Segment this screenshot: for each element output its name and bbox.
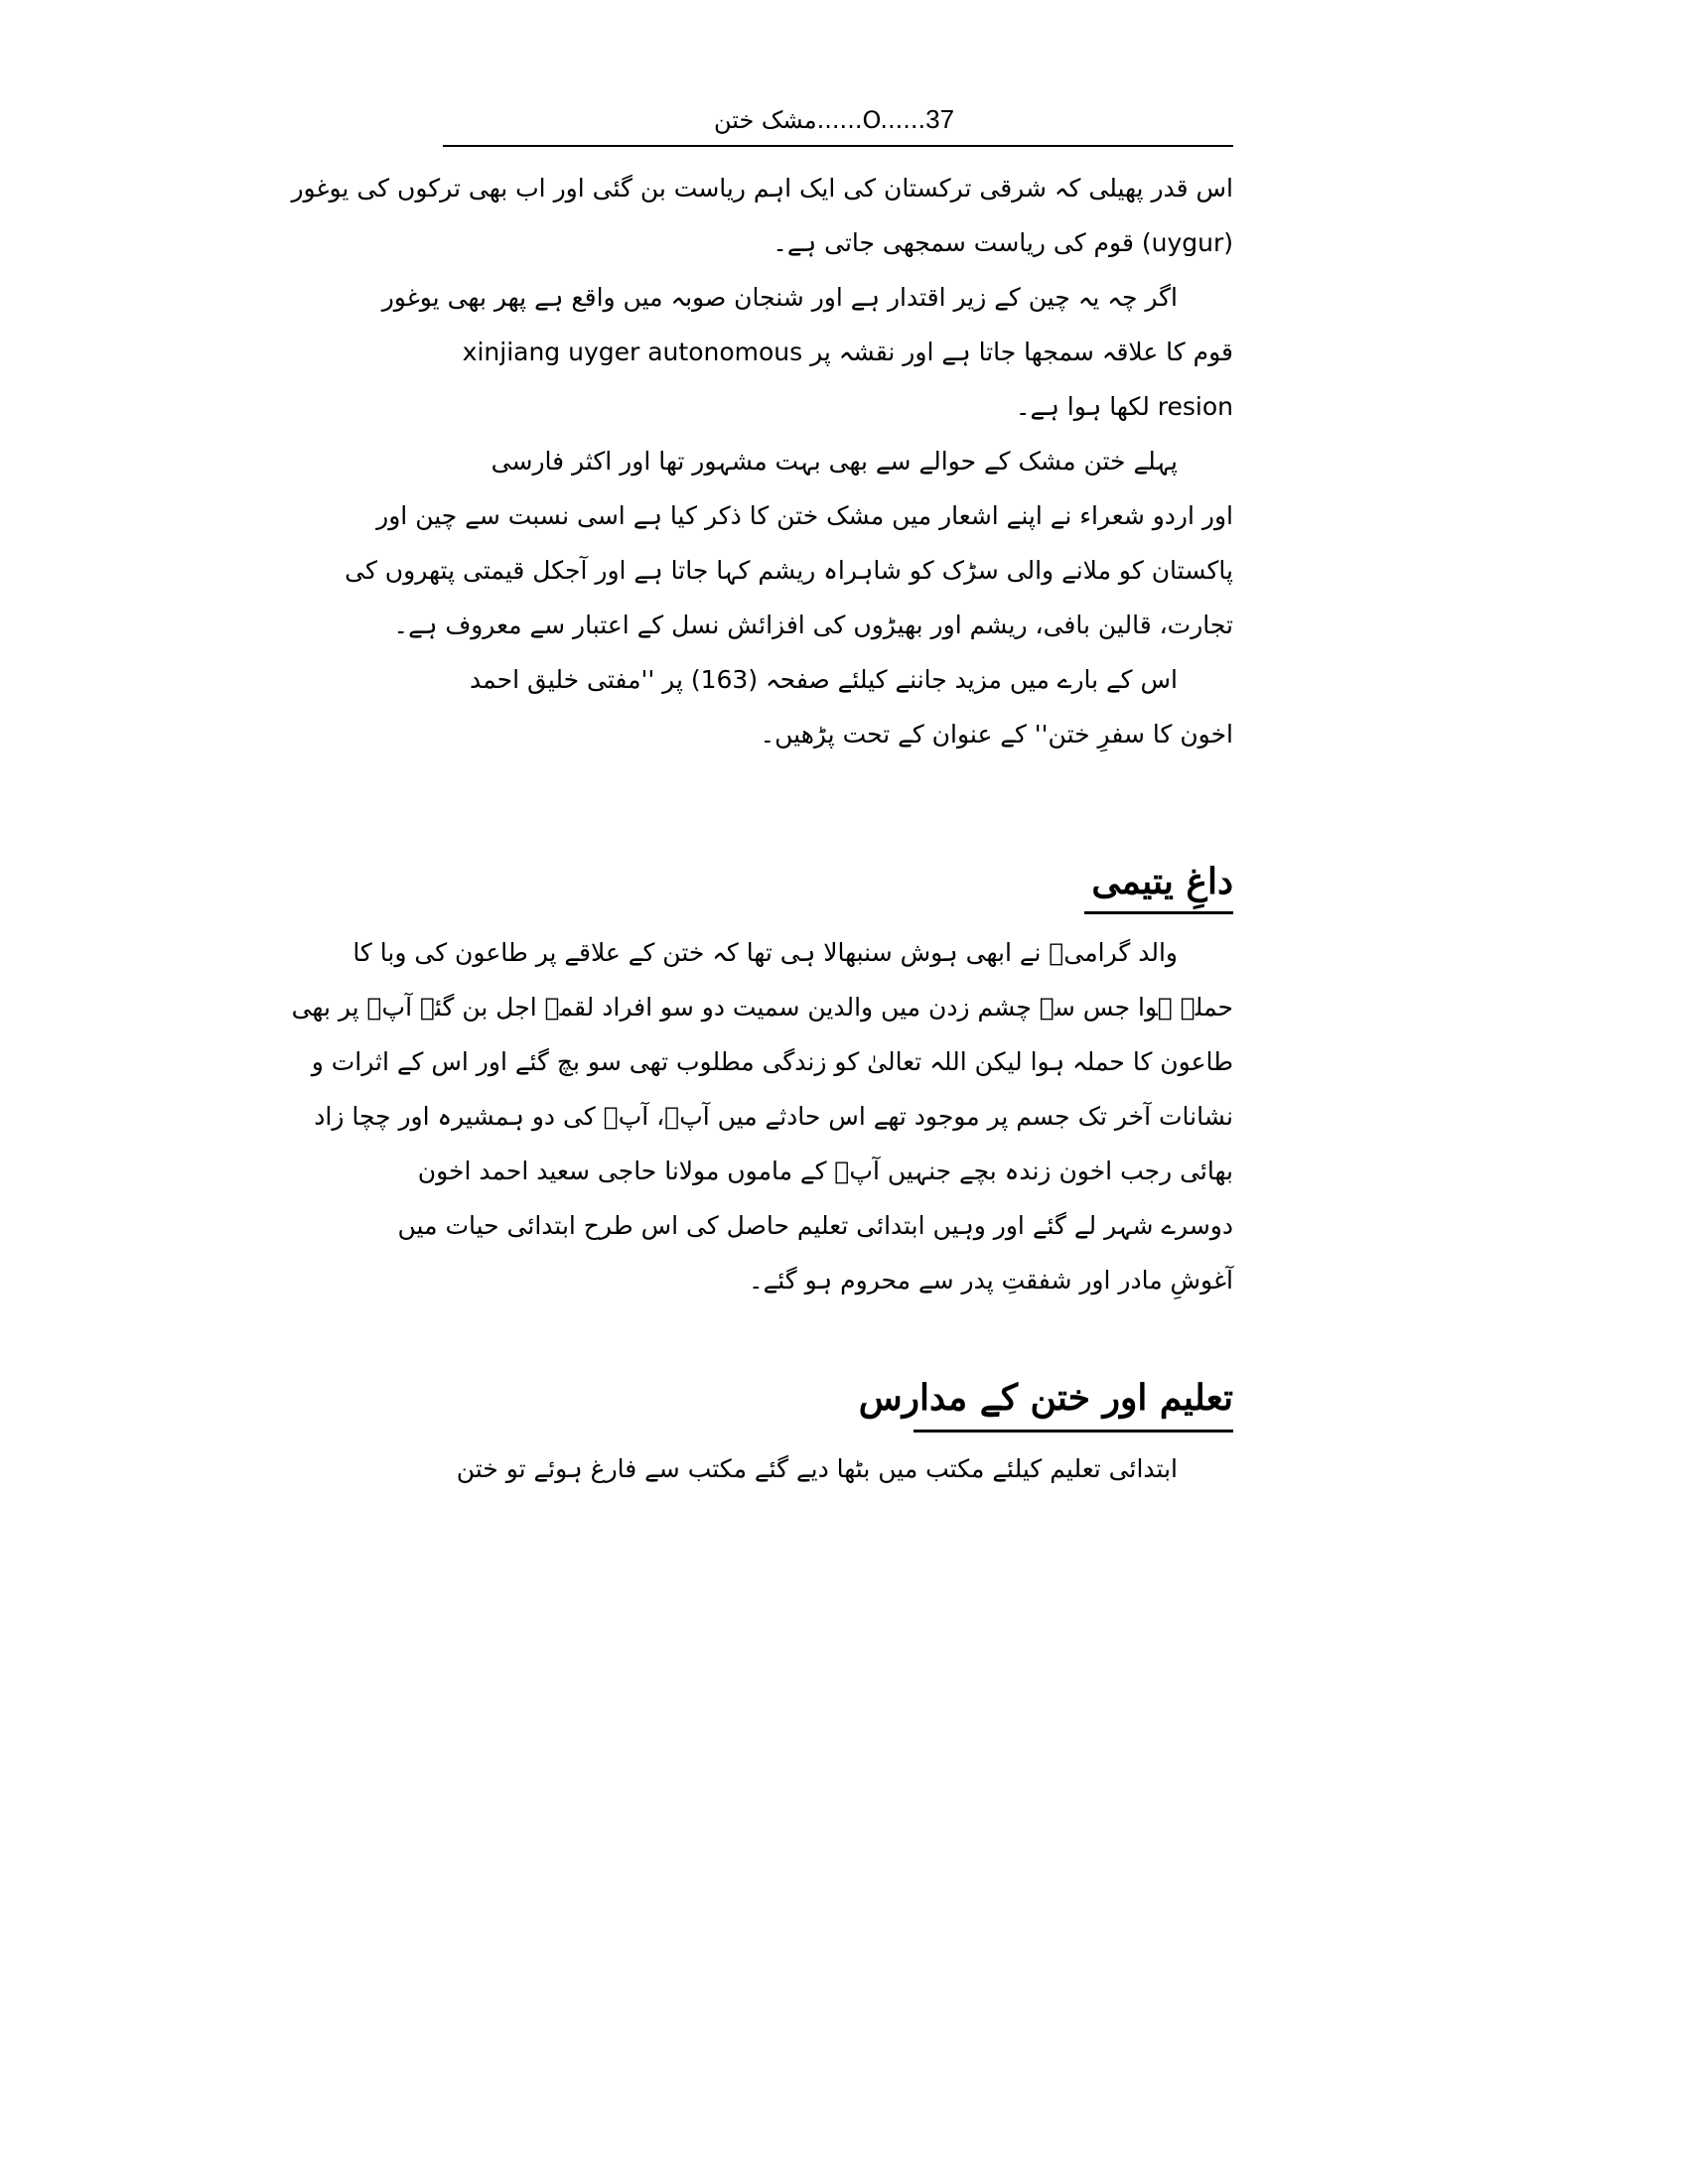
body-section-3 (443, 1441, 1233, 1496)
body-section-2 (291, 925, 1233, 1307)
section-heading-education: تعلیم اور ختن کے مدارس (858, 1377, 1233, 1419)
text-line: والد گرامیؒ نے ابھی ہوش سنبھالا ہی تھا کہ ختن کے علاقے پر طاعون کی وبا کا (352, 938, 1178, 967)
text-line: (uygur) قوم کی ریاست سمجھی جاتی ہے۔ (773, 228, 1233, 257)
text-line: قوم کا علاقہ سمجھا جاتا ہے اور نقشہ پر xinjiang uyger autonomous (462, 338, 1233, 366)
text-line: بھائی رجب اخون زندہ بچے جنہیں آپؒ کے ماموں مولانا حاجی سعید احمد اخون (417, 1157, 1233, 1185)
text-line: پاکستان کو ملانے والی سڑک کو شاہراہ ریشم کہا جاتا ہے اور آجکل قیمتی پتھروں کی (345, 556, 1233, 585)
heading-underline (914, 1430, 1233, 1433)
text-line: اس کے بارے میں مزید جاننے کیلئے صفحہ (163) پر ''مفتی خلیق احمد (470, 665, 1178, 694)
body-section-1 (291, 161, 1233, 761)
text-line: تجارت، قالین بافی، ریشم اور بھیڑوں کی افزائش نسل کے اعتبار سے معروف ہے۔ (393, 611, 1233, 639)
header-rule (443, 145, 1233, 147)
text-line: آغوشِ مادر اور شفقتِ پدر سے محروم ہو گئے۔ (748, 1266, 1233, 1295)
text-line: نشانات آخر تک جسم پر موجود تھے اس حادثے میں آپؒ، آپؒ کی دو ہمشیرہ اور چچا زاد (314, 1102, 1233, 1131)
heading-underline (1084, 911, 1233, 914)
text-line: اگر چہ یہ چین کے زیر اقتدار ہے اور شنجان صوبہ میں واقع ہے پھر بھی یوغور (381, 283, 1178, 312)
text-line: resion لکھا ہوا ہے۔ (1015, 392, 1233, 421)
page-number: 37 (925, 104, 955, 134)
text-line: اخون کا سفرِ ختن'' کے عنوان کے تحت پڑھیں۔ (760, 720, 1233, 749)
text-line: دوسرے شہر لے گئے اور وہیں ابتدائی تعلیم حاصل کی اس طرح ابتدائی حیات میں (397, 1211, 1233, 1240)
text-line: اس قدر پھیلی کہ شرقی ترکستان کی ایک اہم ریاست بن گئی اور اب بھی ترکوں کی یوغور (291, 174, 1233, 203)
text-line: پہلے ختن مشک کے حوالے سے بھی بہت مشہور تھا اور اکثر فارسی (491, 447, 1178, 476)
section-heading-orphanhood: داغِ یتیمی (1091, 861, 1233, 902)
text-line: طاعون کا حملہ ہوا لیکن اللہ تعالیٰ کو زندگی مطلوب تھی سو بچ گئے اور اس کے اثرات و (311, 1047, 1233, 1076)
header-separator: ......O...... (816, 106, 926, 134)
running-title: مشک ختن (713, 106, 817, 134)
text-line: اور اردو شعراء نے اپنے اشعار میں مشک ختن کا ذکر کیا ہے اسی نسبت سے چین اور (376, 501, 1233, 530)
page-header (437, 97, 1231, 141)
text-line: حملہ ہوا جس سے چشم زدن میں والدین سمیت دو سو افراد لقمہ اجل بن گئے آپؒ پر بھی (291, 993, 1233, 1022)
text-line: ابتدائی تعلیم کیلئے مکتب میں بٹھا دیے گئے مکتب سے فارغ ہوئے تو ختن (456, 1454, 1178, 1483)
